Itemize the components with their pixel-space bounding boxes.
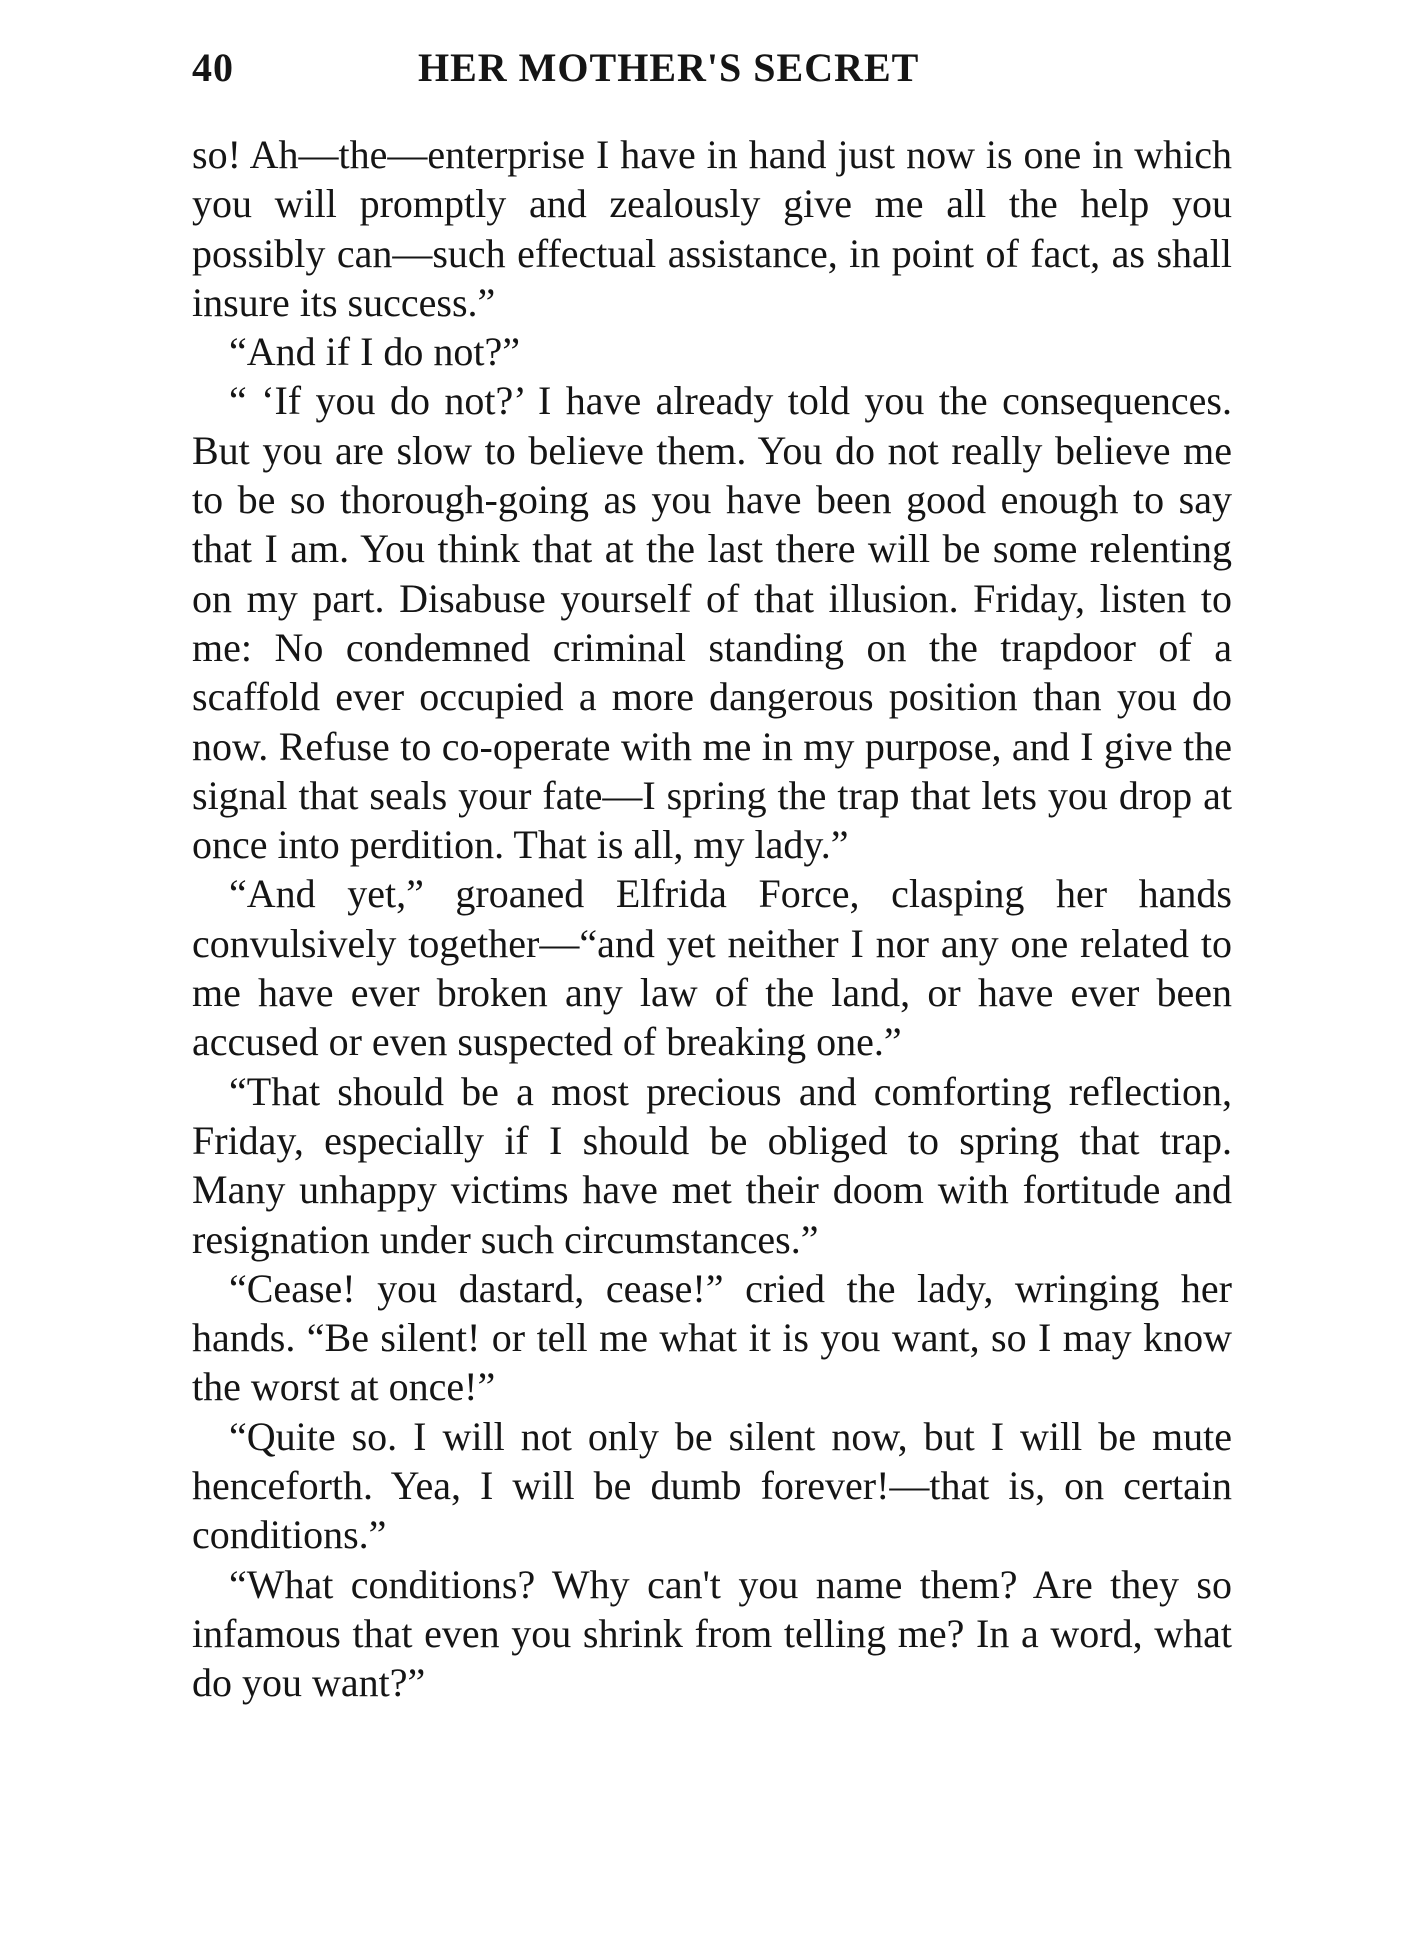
page-number: 40	[192, 45, 234, 90]
paragraph: “What conditions? Why can't you name them? Are they so infamous that even you shrink from telling me? In a word, what do you want?”	[192, 1561, 1232, 1706]
paragraph: “That should be a most precious and comforting reflection, Friday, especially if I should be obliged to spring that trap. Many unhappy victims have met their doom with fortitude and resignation under such circumstances.”	[192, 1068, 1232, 1262]
paragraph: “ ‘If you do not?’ I have already told you the consequences. But you are slow to believe them. You do not really believe me to be so thorough-going as you have been good enough to say that I am. You think that at the last there will be some relenting on my part. Disabuse yourself of that illusion. Friday, listen to me: No condemned criminal standing on the trapdoor of a scaffold ever occupied a more dangerous position than you do now. Refuse to co-operate with me in my purpose, and I give the signal that seals your fate—I spring the trap that lets you drop at once into perdition. That is all, my lady.”	[192, 378, 1232, 868]
paragraph: “Quite so. I will not only be silent now, but I will be mute henceforth. Yea, I will be dumb forever!—that is, on certain conditions.”	[192, 1413, 1232, 1558]
paragraph: “And if I do not?”	[229, 329, 521, 375]
running-head	[192, 44, 1232, 104]
paragraph: so! Ah—the—enterprise I have in hand just now is one in which you will promptly and zealously give me all the help you possibly can—such effectual assistance, in point of fact, as shall insure its success.”	[192, 132, 1232, 325]
book-title: HER MOTHER'S SECRET	[418, 45, 920, 90]
paragraph: “And yet,” groaned Elfrida Force, clasping her hands convulsively together—“and yet neither I nor any one related to me have ever broken any law of the land, or have ever been accused or even suspected of breaking one.”	[192, 871, 1232, 1065]
body-text	[192, 130, 1232, 1708]
paragraph: “Cease! you dastard, cease!” cried the lady, wringing her hands. “Be silent! or tell me what it is you want, so I may know the worst at once!”	[192, 1265, 1232, 1410]
